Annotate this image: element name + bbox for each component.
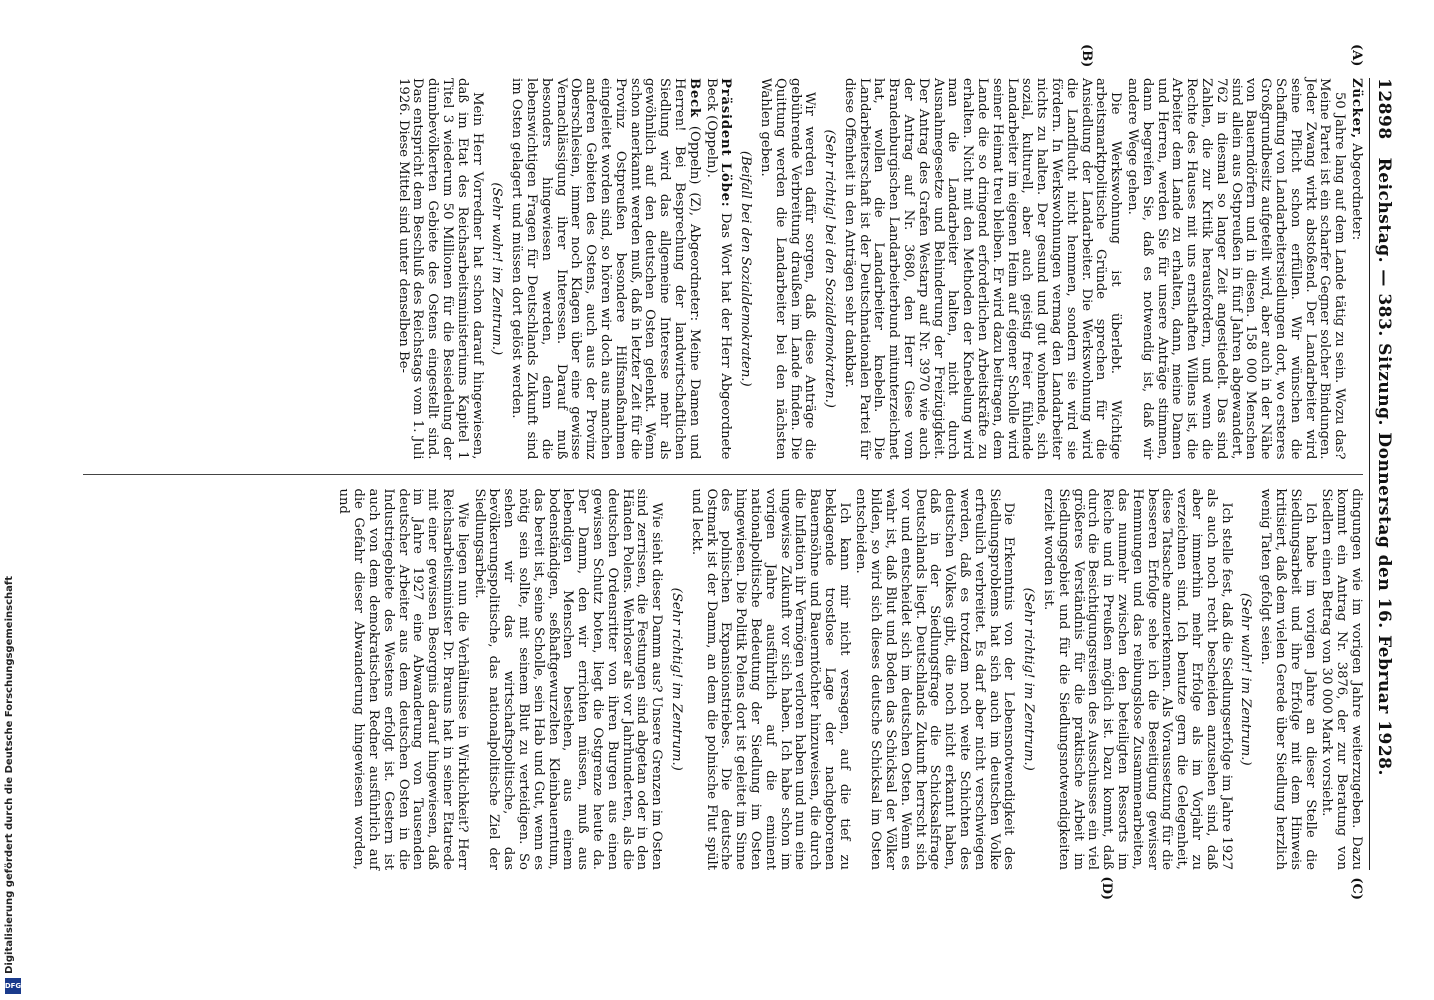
left-column (83, 44, 1364, 460)
interjection: (Beifall bei den Sozialdemokraten.) (738, 150, 754, 387)
interjection: (Sehr wahr! im Zentrum.) (489, 182, 505, 356)
speaker-name: Zücker, (1349, 78, 1364, 139)
president-statement (703, 78, 733, 460)
speech-paragraph: Ich habe im vorigen Jahre an dieser Stelle die Siedlungsarbeit und ihre Erfolge mit dem Hinweis kritisiert, daß dem vielen Gerede über Siedlung herzlich wenig Taten gefolgt seien. (1258, 488, 1318, 870)
speech-paragraph: Die Erkenntnis von der Lebensnotwendigkeit des Siedlungsproblems hat sich auch im deutschen Volke erfreulich verbreitet. Es darf aber nicht verschwiegen werden, daß es trotzdem noch weite Schichten des deutschen Volkes gibt, die noch nicht erkannt haben, daß in der Siedlungsfrage die Schicksalsfrage Deutschlands liegt. Deutschlands Zukunft herrscht sich vor und entscheidet sich im deutschen Osten. Wenn es wahr ist, daß Blut und Boden das Schicksal der Völker bilden, so wird sich dieses deutsche Schicksal im Osten entscheiden. (853, 488, 1017, 870)
president-name: Präsident Löbe: (718, 78, 734, 208)
speaker-name: Beck (686, 78, 702, 118)
page-number: 12898 (1374, 78, 1394, 140)
dfg-logo: DFG (5, 978, 21, 994)
interjection: (Sehr richtig! im Zentrum.) (1021, 587, 1037, 771)
digitization-credit: Digitalisierung gefördert durch die Deutsche Forschungsgemeinschaft (4, 576, 15, 974)
speech-paragraph: Mein Herr Vorredner hat schon darauf hingewiesen, daß im Etat des Reichsarbeitsministeriums Kapitel 1 Titel 3 wiederum 50 Millionen für die Besiedelung der dünnbevölkerten Gebiete des Ostens eingestellt sind. Das entspricht dem Beschluß des Reichstags vom 1. Juli 1926. Diese Mittel sind unter denselben Be- (395, 78, 485, 460)
speech-paragraph: Die Werkswohnung ist überlebt. Wichtige arbeitsmarktpolitische Gründe sprechen für die Ansiedlung der Landarbeiter. Die Werkswohnung wird die Landflucht nicht hemmen, sondern sie wird sie fördern. In Werkswohnungen vermag den Landarbeiter nichts zu halten. Der gesund und gut wohnende, sich sozial, kulturell, aber auch geistig freier fühlende Landarbeiter im eigenen Heim auf eigener Scholle wird seiner Heimat treu bleiben. Er wird dazu beitragen, dem Lande die so dringend erforderlichen Arbeitskräfte zu erhalten. Nicht mit den Methoden der Knebelung wird man die Landarbeiter halten, nicht durch Ausnahmegesetze und Behinderung der Freizügigkeit. Der Antrag des Grafen Westarp auf Nr. 3970 wie auch der Antrag auf Nr. 3680, den Herr Giese vom Brandenburgischen Landarbeiterbund mitunterzeichnet hat, wollen die Landarbeiter knebeln. Die Landarbeiterschaft ist der Deutschnationalen Partei für diese Offenheit in den Anträgen sehr dankbar. (841, 78, 1124, 460)
page-header (1369, 78, 1394, 870)
page-title: Reichstag. — 383. Sitzung. Donnerstag den 16. Februar 1928. (1374, 157, 1394, 776)
margin-marker-a: (A) (1349, 44, 1364, 67)
interjection: (Sehr wahr! im Zentrum.) (1238, 592, 1254, 766)
margin-marker-c: (C) (1349, 877, 1364, 900)
interjection: (Sehr richtig! im Zentrum.) (668, 587, 684, 771)
speaker-role: (Oppeln) (Z), Abgeordneter: (686, 125, 702, 322)
speech-paragraph (508, 78, 700, 460)
margin-marker-b: (B) (1079, 44, 1094, 68)
speech-paragraph: Ich stelle fest, daß die Siedlungserfolge im Jahre 1927 als auch noch recht bescheiden anzusehen sind, daß aber immerhin mehr Erfolge als im Vorjahr zu verzeichnen sind. Ich benutze gern die Gelegenheit, diese Tatsache anzuerkennen. Als Voraussetzung für die besseren Erfolge sehe ich die Beseitigung gewisser Hemmungen und das reibungslose Zusammenarbeiten, das nunmehr zwischen den beteiligten Ressorts im Reiche und in Preußen möglich ist. Dazu kommt, daß durch die Besichtigungsreisen des Ausschusses ein viel größeres Verständnis für die praktische Arbeit im Siedlungsgebiet und für die Siedlungsnotwendigkeiten erzielt worden ist. (1041, 488, 1234, 870)
speech-paragraph: Wie liegen nun die Verhältnisse in Wirklichkeit? Herr Reichsarbeitsminister Dr. Brauns hat in seiner Etatrede mit einer gewissen Besorgnis darauf hingewiesen, daß im Jahre 1927 eine Abwanderung von Tausenden deutscher Arbeiter aus dem deutschen Osten in die Industriegebiete des Westens erfolgt ist. Gestern ist auch von dem demokratischen Redner ausführlich auf die Gefahr dieser Abwanderung hingewiesen worden, und (336, 488, 470, 870)
speech-paragraph: Wir werden dafür sorgen, daß diese Anträge die gebührende Verbreitung draußen im Lande finden. Die Quittung werden die Landarbeiter bei den nächsten Wahlen geben. (757, 78, 818, 460)
president-text: Das Wort hat der Herr Abgeordnete Beck (Oppeln). (703, 78, 734, 460)
speech-paragraph: dingungen wie im vorigen Jahre weiterzugeben. Dazu kommt ein Antrag Nr. 3876, der zur Beratung von Siedlern einen Betrag von 30 000 Mark vorsieht. (1319, 488, 1364, 870)
speech-paragraph: Ich kann mir nicht versagen, auf die tief zu beklagende trostlose Lage der nachgeborenen Bauernsöhne und Bauerntöchter hinzuweisen, die durch die Inflation ihr Vermögen verloren haben und nun eine ungewisse Zukunft vor sich haben. Ich habe schon im vorigen Jahre ausführlich auf die eminent nationalpolitische Bedeutung der Siedlung im Osten hingewiesen. Die Politik Polens dort ist geleitet im Sinne des polnischen Expansionstriebes. Die deutsche Ostmark ist der Damm, an dem die polnische Flut spült und leckt. (688, 488, 852, 870)
speech-paragraph (1348, 78, 1363, 460)
right-column (83, 488, 1364, 900)
speech-paragraph: Wie sieht dieser Damm aus? Unsere Grenzen im Osten sind zerrissen, die Festungen sind abgetan oder in den Händen Polens. Wehrloser als vor Jahrhunderten, als die deutschen Ordensritter von ihren Burgen aus einen gewissen Schutz boten, liegt die Ostgrenze heute da. Der Damm, den wir errichten müssen, muß aus lebendigen Menschen bestehen, aus einem bodenständigen, seßhaftgewurzelten Kleinbauerntum, das bereit ist, seine Scholle, sein Hab und Gut, wenn es nötig sein sollte, mit seinem Blut zu verteidigen. So sehen wir das wirtschaftspolitische, das bevölkerungspolitische, das nationalpolitische Ziel der Siedlungsarbeit. (471, 488, 665, 870)
interjection: (Sehr richtig! bei den Sozialdemokraten.) (822, 129, 838, 408)
margin-marker-d: (D) (1099, 876, 1114, 900)
speaker-role: Abgeordneter: (1349, 143, 1364, 241)
speech-text: Meine Damen und Herren! Bei Besprechung der landwirtschaftlichen Siedlung wird das allgemeine Interesse mehr als gewöhnlich auf den deutschen Osten gelenkt. Wenn schon anerkannt werden muß, daß in letzter Zeit für die Provinz Ostpreußen besondere Hilfsmaßnahmen eingeleitet worden sind, so hören wir doch aus manchen anderen Gebieten des Ostens, auch aus der Provinz Oberschlesien, immer noch Klagen über eine gewisse Vernachlässigung ihrer Interessen. Darauf muß besonders hingewiesen werden, denn die lebenswichtigen Fragen für Deutschlands Zukunft sind im Osten gelagert und müssen dort gelöst werden. (509, 78, 702, 460)
digitization-sidebar (0, 0, 28, 1000)
speech-paragraph: 50 Jahre lang auf dem Lande tätig zu sein. Wozu das? Meine Partei ist ein scharfer Gegner solcher Bindungen. Jeder Zwang wirkt abstoßend. Der Landarbeiter wird seine Pflicht schon erfüllen. Wir wünschen die Schaffung von Landarbeitersiedlungen dort, wo ersteres Großgrundbesitz aufgeteilt wird, aber auch in der Nähe von Bauerndörfern und in diesen. 158 000 Menschen sind allein aus Ostpreußen in fünf Jahren abgewandert, 762 in diesmal so langer Zeit angestiedelt. Das sind Zahlen, die zur Kritik herausfordern, und wenn die Rechte des Hauses mit uns ernsthaften Willens ist, die Arbeiter dem Lande zu erhalten, dann, meine Damen und Herren, werden Sie für unsere Anträge stimmen, dann begreifen Sie, daß es notwendig ist, daß wir andere Wege gehen. (1125, 78, 1348, 460)
column-divider (83, 474, 1363, 475)
